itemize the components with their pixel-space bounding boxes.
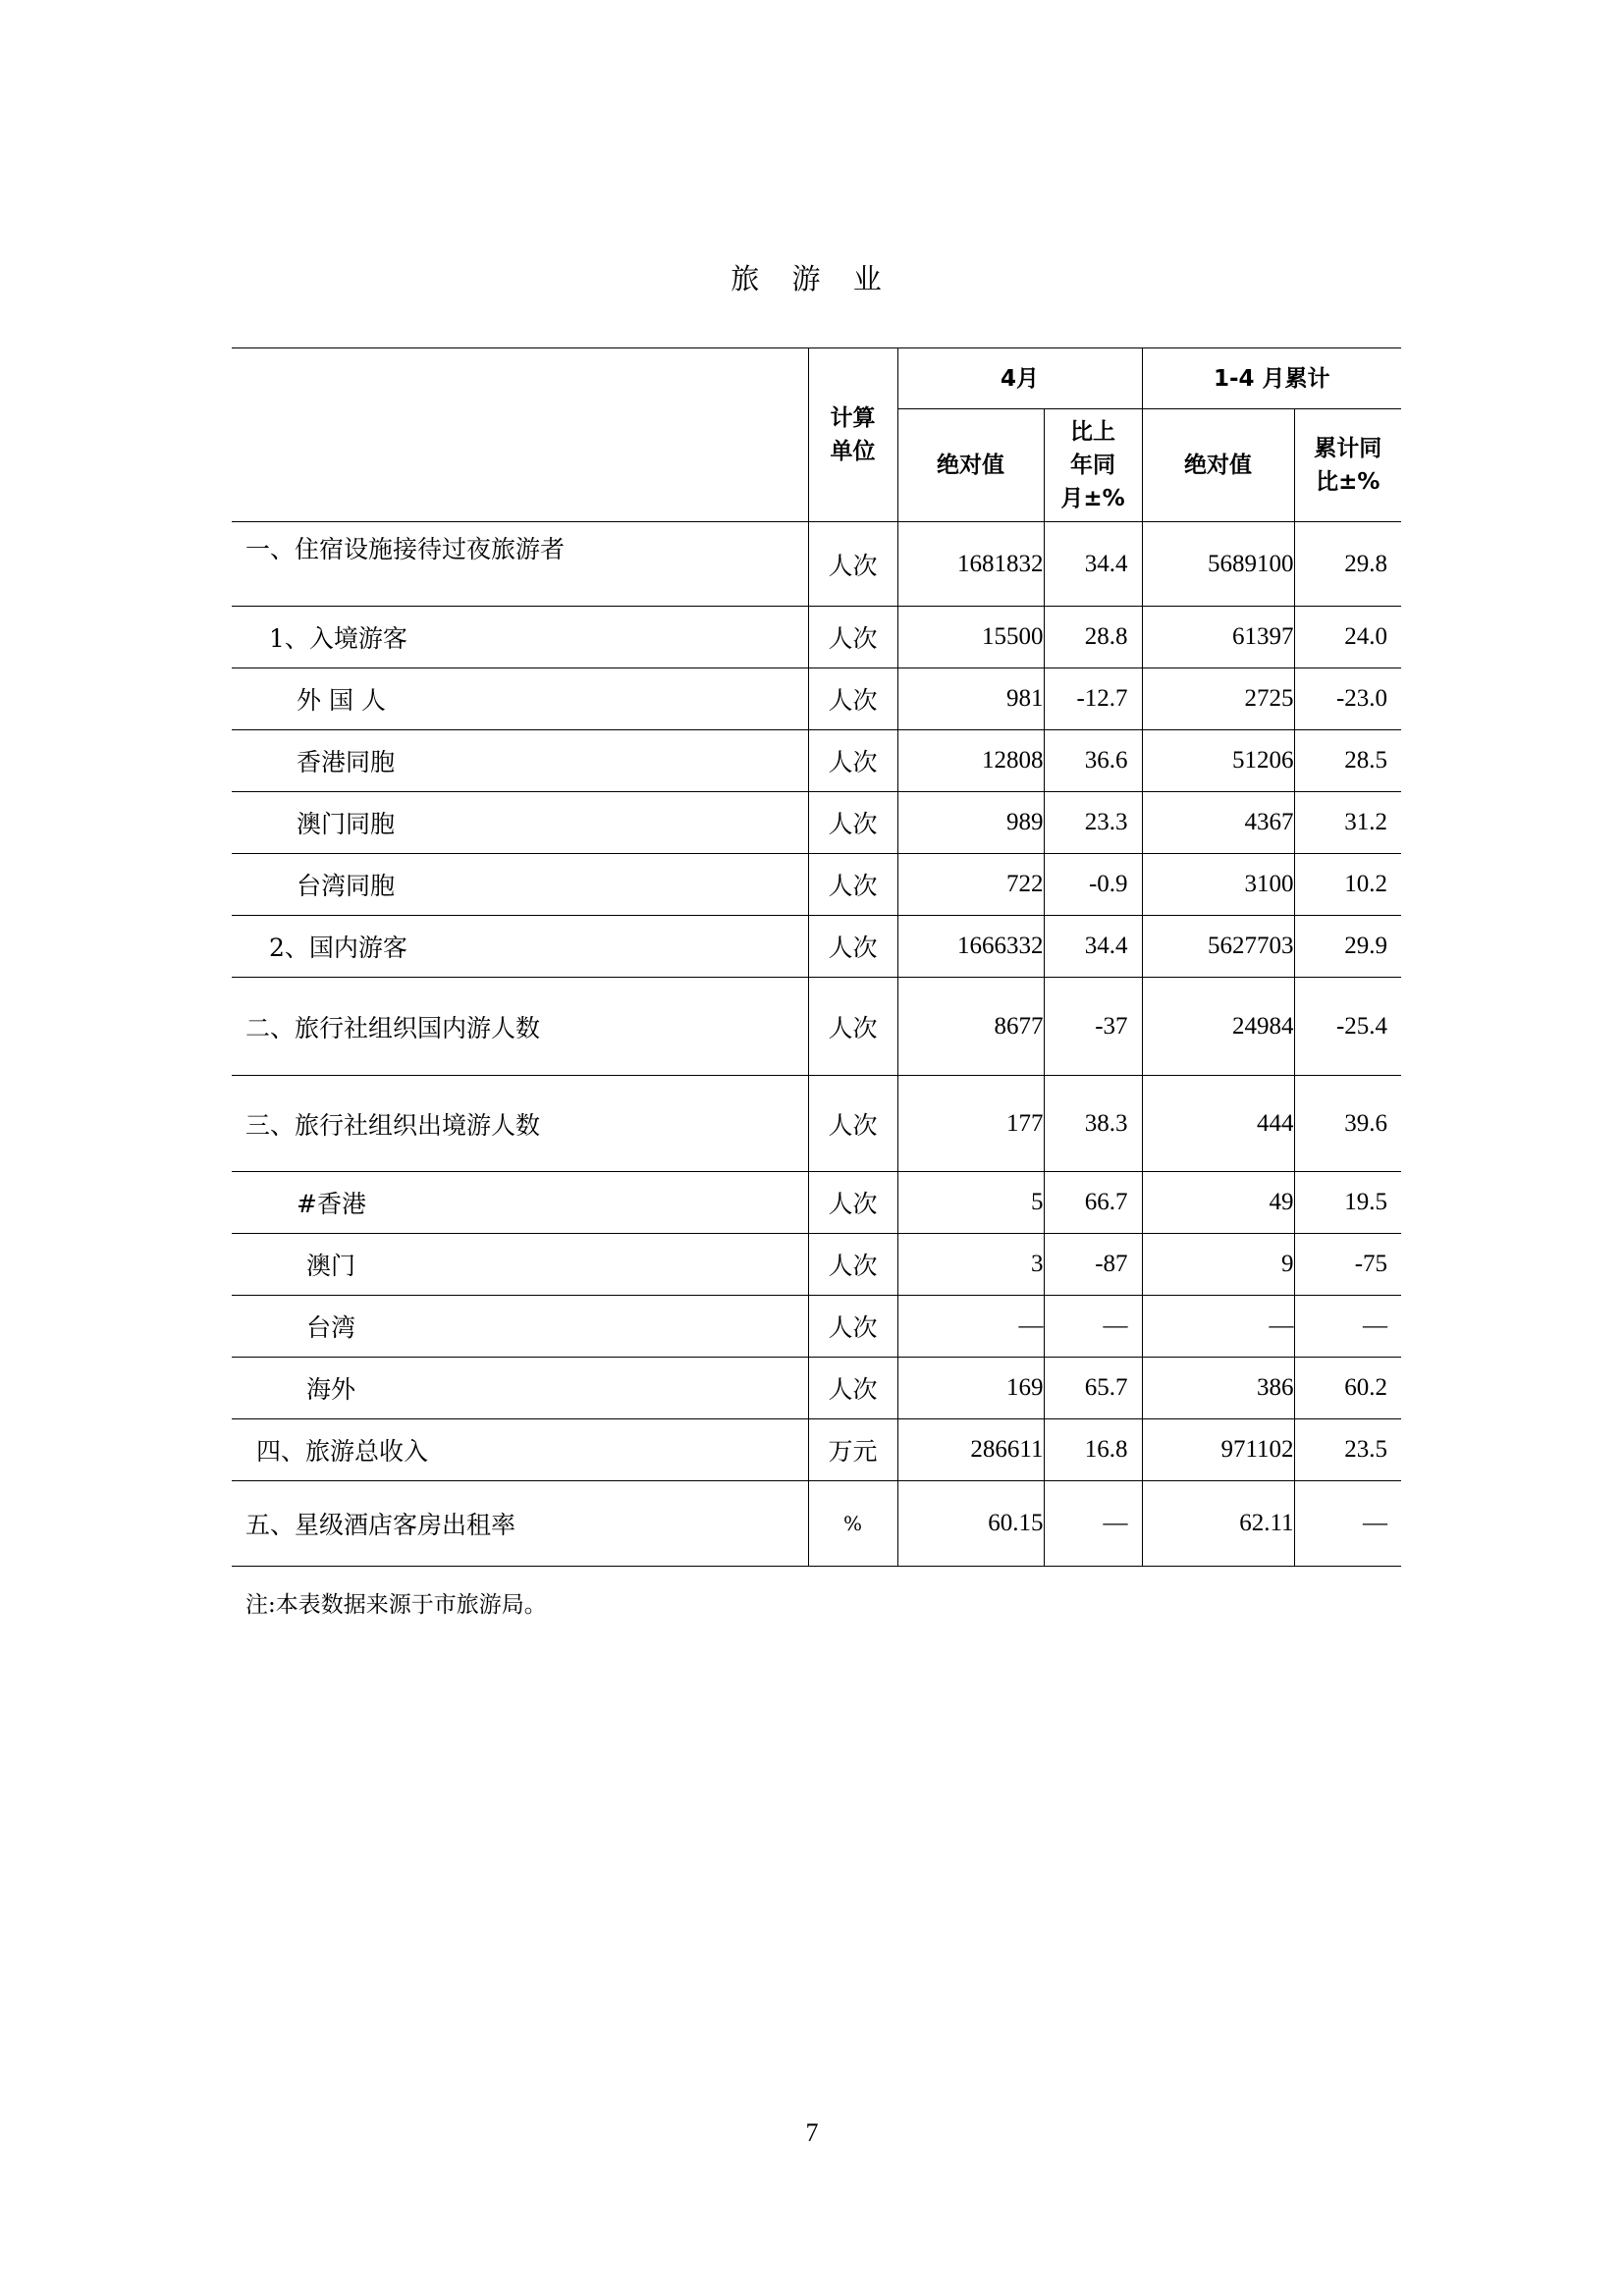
row-cum-yoy: 24.0 [1294,607,1401,668]
header-month-yoy-line2: 年同 [1070,453,1115,478]
row-unit: 人次 [808,1296,897,1358]
row-month-abs: 3 [897,1234,1044,1296]
row-month-abs: 981 [897,668,1044,730]
row-month-yoy: — [1044,1296,1142,1358]
table-row [232,522,1401,607]
row-cum-abs: 61397 [1142,607,1294,668]
row-month-abs: — [897,1296,1044,1358]
table-row [232,1481,1401,1567]
row-cum-abs: 3100 [1142,854,1294,916]
row-unit: % [808,1481,897,1567]
row-unit: 人次 [808,792,897,854]
row-month-abs: 286611 [897,1419,1044,1481]
row-month-yoy: -12.7 [1044,668,1142,730]
table-row [232,978,1401,1076]
table-row [232,1419,1401,1481]
header-unit-line2: 单位 [830,439,876,464]
row-cum-abs: 444 [1142,1076,1294,1172]
row-cum-yoy: -75 [1294,1234,1401,1296]
row-cum-abs: 971102 [1142,1419,1294,1481]
row-cum-yoy: -25.4 [1294,978,1401,1076]
row-month-yoy: 65.7 [1044,1358,1142,1419]
row-unit: 人次 [808,607,897,668]
header-month-group: 4月 [897,348,1142,409]
row-cum-yoy: 29.8 [1294,522,1401,607]
header-cum-yoy-line2: 比±% [1316,469,1380,495]
row-label: 二、旅行社组织国内游人数 [232,978,808,1076]
table-row [232,607,1401,668]
header-blank [232,348,808,522]
row-label: 台湾 [232,1296,808,1358]
header-cum-yoy [1294,409,1401,522]
header-month-yoy [1044,409,1142,522]
source-note: 注:本表数据来源于市旅游局。 [245,1592,547,1618]
row-cum-abs: 49 [1142,1172,1294,1234]
row-cum-yoy: 39.6 [1294,1076,1401,1172]
row-cum-yoy: 28.5 [1294,730,1401,792]
row-month-yoy: 36.6 [1044,730,1142,792]
row-cum-abs: 5689100 [1142,522,1294,607]
page-number: 7 [805,2118,819,2147]
row-month-abs: 722 [897,854,1044,916]
table-row [232,792,1401,854]
header-unit [808,348,897,522]
tourism-table [232,347,1401,1567]
page-title: 旅 游 业 [731,262,893,295]
row-cum-abs: 62.11 [1142,1481,1294,1567]
row-month-yoy: — [1044,1481,1142,1567]
row-label: 澳门同胞 [232,792,808,854]
header-unit-line1: 计算 [830,405,876,431]
row-label: 香港同胞 [232,730,808,792]
row-cum-yoy: — [1294,1481,1401,1567]
row-label: 澳门 [232,1234,808,1296]
row-month-abs: 60.15 [897,1481,1044,1567]
row-unit: 人次 [808,1172,897,1234]
row-unit: 人次 [808,1234,897,1296]
table-row [232,1076,1401,1172]
header-month-abs: 绝对值 [897,409,1044,522]
header-cum-abs: 绝对值 [1142,409,1294,522]
row-cum-abs: 4367 [1142,792,1294,854]
row-unit: 人次 [808,978,897,1076]
row-unit: 人次 [808,668,897,730]
row-cum-yoy: 19.5 [1294,1172,1401,1234]
row-unit: 人次 [808,854,897,916]
row-unit: 人次 [808,522,897,607]
row-month-abs: 989 [897,792,1044,854]
header-cum-yoy-line1: 累计同 [1314,436,1382,461]
row-cum-abs: 51206 [1142,730,1294,792]
row-label: 2、国内游客 [232,916,808,978]
table-row [232,1234,1401,1296]
header-month-yoy-line3: 月±% [1060,486,1125,511]
row-month-yoy: 66.7 [1044,1172,1142,1234]
row-cum-abs: 5627703 [1142,916,1294,978]
table-row [232,668,1401,730]
row-cum-yoy: 31.2 [1294,792,1401,854]
row-unit: 人次 [808,730,897,792]
row-month-yoy: 34.4 [1044,522,1142,607]
row-month-abs: 12808 [897,730,1044,792]
row-month-yoy: 28.8 [1044,607,1142,668]
row-month-abs: 5 [897,1172,1044,1234]
row-cum-yoy: -23.0 [1294,668,1401,730]
row-month-yoy: 34.4 [1044,916,1142,978]
header-cumulative-group: 1-4 月累计 [1142,348,1401,409]
row-month-yoy: 23.3 [1044,792,1142,854]
row-month-abs: 15500 [897,607,1044,668]
row-cum-yoy: 60.2 [1294,1358,1401,1419]
row-unit: 人次 [808,1358,897,1419]
row-unit: 人次 [808,1076,897,1172]
table-row [232,1172,1401,1234]
row-month-abs: 8677 [897,978,1044,1076]
row-label: 1、入境游客 [232,607,808,668]
row-cum-abs: 2725 [1142,668,1294,730]
row-month-yoy: 16.8 [1044,1419,1142,1481]
row-cum-yoy: 23.5 [1294,1419,1401,1481]
row-cum-abs: 24984 [1142,978,1294,1076]
row-month-yoy: 38.3 [1044,1076,1142,1172]
row-unit: 人次 [808,916,897,978]
row-label: 外 国 人 [232,668,808,730]
row-label: 四、旅游总收入 [232,1419,808,1481]
table-row [232,854,1401,916]
table-row [232,1296,1401,1358]
row-cum-yoy: 10.2 [1294,854,1401,916]
row-cum-abs: 9 [1142,1234,1294,1296]
row-label: 三、旅行社组织出境游人数 [232,1076,808,1172]
row-month-abs: 177 [897,1076,1044,1172]
row-label: 台湾同胞 [232,854,808,916]
row-month-abs: 169 [897,1358,1044,1419]
row-month-yoy: -0.9 [1044,854,1142,916]
table-row [232,730,1401,792]
row-unit: 万元 [808,1419,897,1481]
row-month-abs: 1666332 [897,916,1044,978]
row-label: #香港 [232,1172,808,1234]
row-label: 五、星级酒店客房出租率 [232,1481,808,1567]
header-month-yoy-line1: 比上 [1070,419,1115,445]
row-month-abs: 1681832 [897,522,1044,607]
row-label: 海外 [232,1358,808,1419]
row-month-yoy: -37 [1044,978,1142,1076]
row-month-yoy: -87 [1044,1234,1142,1296]
table-row [232,916,1401,978]
row-cum-abs: — [1142,1296,1294,1358]
row-cum-abs: 386 [1142,1358,1294,1419]
row-label: 一、住宿设施接待过夜旅游者 [232,522,808,607]
row-cum-yoy: — [1294,1296,1401,1358]
table-row [232,1358,1401,1419]
row-cum-yoy: 29.9 [1294,916,1401,978]
